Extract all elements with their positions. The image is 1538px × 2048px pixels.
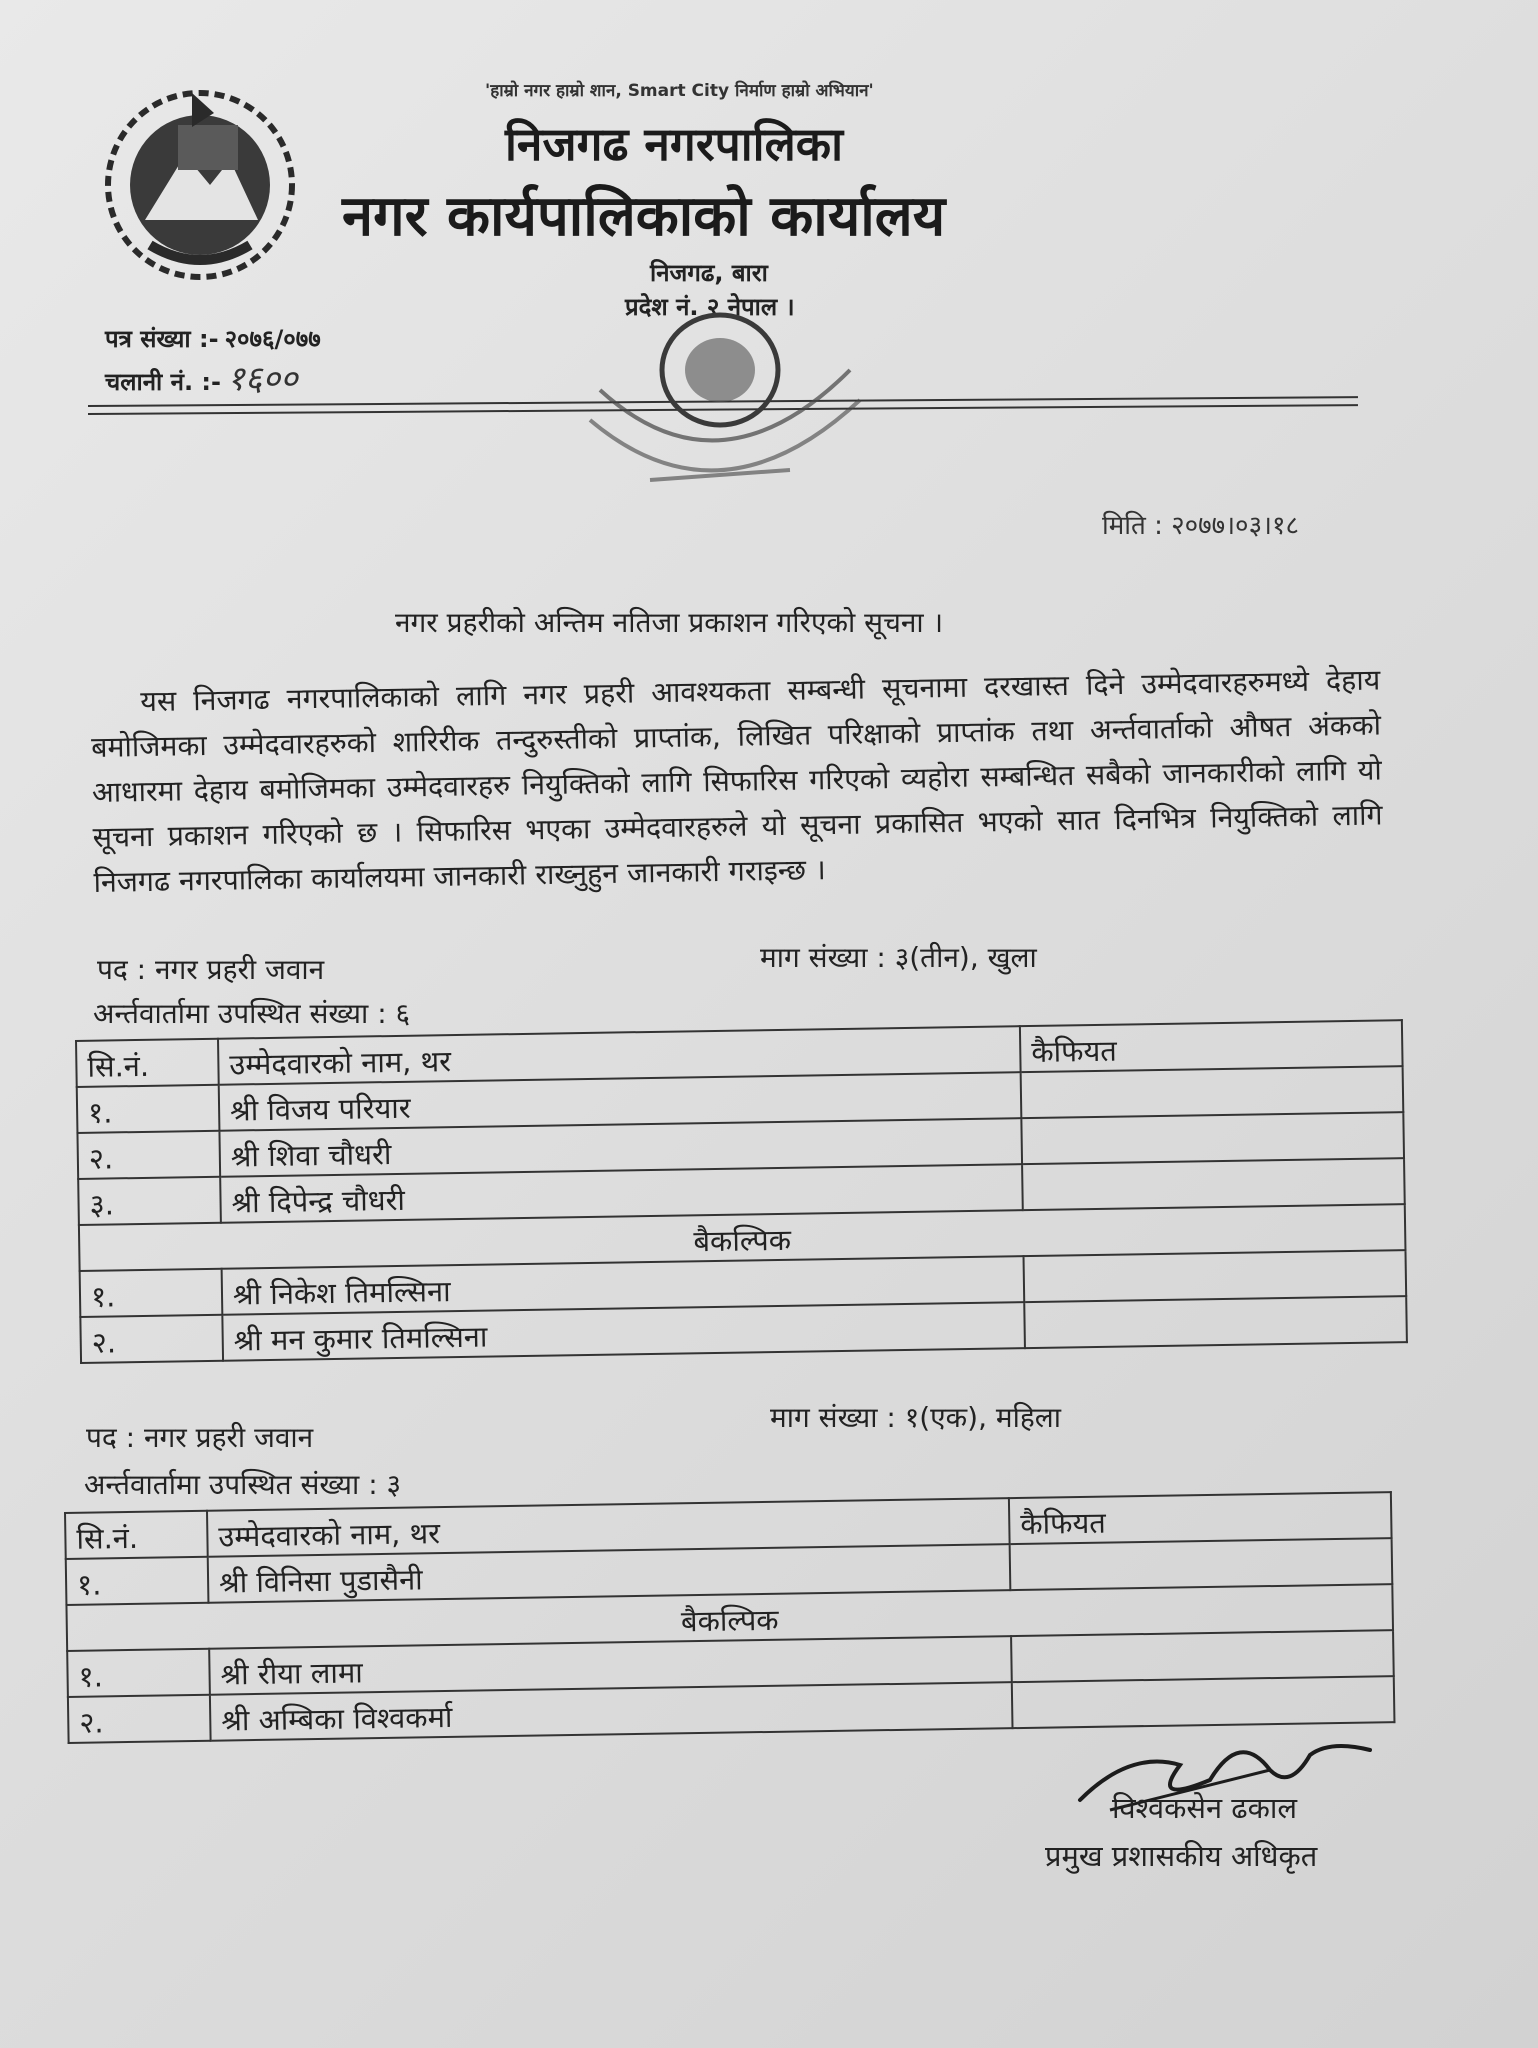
row-name: श्री शिवा चौधरी <box>219 1118 1022 1177</box>
alternate-label: बैकल्पिक <box>66 1584 1393 1651</box>
municipality-name: निजगढ नगरपालिका <box>505 117 844 171</box>
row-serial: १. <box>67 1649 210 1697</box>
row-remarks <box>1024 1296 1407 1348</box>
section-2-demand: माग संख्या : १(एक), महिला <box>770 1401 1061 1434</box>
office-stamp-icon <box>570 300 880 540</box>
dispatch-number <box>105 354 298 400</box>
row-name: श्री दिपेन्द्र चौधरी <box>220 1164 1023 1223</box>
header-remarks: कैफियत <box>1020 1020 1403 1072</box>
letter-number-label: पत्र संख्या :- <box>105 325 219 353</box>
notice-body: यस निजगढ नगरपालिकाको लागि नगर प्रहरी आवश्यकता सम्बन्धी सूचनामा दरखास्त दिने उम्मेदवारहरुमध्ये देहाय बमोजिमका उम्मेदवारहरुको शारिरीक तन्दुरुस्तीको प्राप्तांक, लिखित परिक्षाको प्राप्तांक तथा अर्न्तवार्ताको औषत अंकको आधारमा देहाय बमोजिमका उम्मेदवारहरु नियुक्तिको लागि सिफारिस गरिएको व्यहोरा सम्बन्धित सबैको जानकारीको लागि यो सूचना प्रकाशन गरिएको छ । सिफारिस भएका उम्मेदवारहरुले यो सूचना प्रकासित भएको सात दिनभित्र नियुक्तिको लागि निजगढ नगरपालिका कार्यालयमा जानकारी राख्नुहुन जानकारी गराइन्छ । <box>90 663 1383 899</box>
issue-date: मिति : २०७७।०३।१८ <box>1102 511 1299 541</box>
slogan: 'हाम्रो नगर हाम्रो शान, Smart City निर्माण हाम्रो अभियान' <box>485 81 874 101</box>
section-2-table <box>64 1491 1395 1744</box>
office-name: नगर कार्यपालिकाको कार्यालय <box>342 184 946 249</box>
row-serial: १. <box>66 1557 209 1605</box>
section-1-post: पद : नगर प्रहरी जवान <box>97 953 325 986</box>
row-remarks <box>1021 1066 1404 1118</box>
row-name: श्री रीया लामा <box>209 1636 1012 1695</box>
row-name: श्री विनिसा पुडासैनी <box>208 1544 1011 1603</box>
section-1-present-count: अर्न्तवार्तामा उपस्थित संख्या : ६ <box>93 997 411 1030</box>
address-line-2: प्रदेश नं. २ नेपाल । <box>625 293 795 321</box>
section-2-post: पद : नगर प्रहरी जवान <box>86 1421 314 1454</box>
signatory-designation: प्रमुख प्रशासकीय अधिकृत <box>1045 1839 1318 1873</box>
header-name: उम्मेदवारको नाम, थर <box>218 1026 1021 1085</box>
row-name: श्री अम्बिका विश्वकर्मा <box>210 1682 1013 1741</box>
row-serial: २. <box>80 1315 223 1363</box>
row-serial: १. <box>77 1085 220 1133</box>
section-2-present-count: अर्न्तवार्तामा उपस्थित संख्या : ३ <box>84 1468 402 1501</box>
alternate-label: बैकल्पिक <box>79 1204 1406 1271</box>
row-remarks <box>1022 1158 1405 1210</box>
letter-number <box>105 322 321 355</box>
notice-subject: नगर प्रहरीको अन्तिम नतिजा प्रकाशन गरिएको सूचना । <box>395 606 944 639</box>
row-remarks <box>1021 1112 1404 1164</box>
letter-number-value: २०७६/०७७ <box>224 325 321 353</box>
header-serial: सि.नं. <box>65 1511 208 1559</box>
section-1-demand: माग संख्या : ३(तीन), खुला <box>760 941 1037 974</box>
header-name: उम्मेदवारको नाम, थर <box>207 1498 1010 1557</box>
row-name: श्री मन कुमार तिमल्सिना <box>222 1302 1025 1361</box>
header-serial: सि.नं. <box>76 1039 219 1087</box>
row-serial: १. <box>80 1269 223 1317</box>
section-1-table <box>75 1019 1408 1364</box>
nepal-emblem-icon <box>90 85 310 285</box>
dispatch-number-value: १६०० <box>226 359 298 399</box>
row-remarks <box>1024 1250 1407 1302</box>
row-name: श्री निकेश तिमल्सिना <box>222 1256 1025 1315</box>
row-serial: ३. <box>78 1177 221 1225</box>
signatory-name: विश्वकसेन ढकाल <box>1112 1791 1298 1825</box>
row-serial: २. <box>77 1131 220 1179</box>
row-remarks <box>1010 1538 1393 1590</box>
row-serial: २. <box>68 1695 211 1743</box>
header-remarks: कैफियत <box>1009 1492 1392 1544</box>
row-name: श्री विजय परियार <box>219 1072 1022 1131</box>
row-remarks <box>1011 1630 1394 1682</box>
address-line-1: निजगढ, बारा <box>650 259 768 287</box>
dispatch-number-label: चलानी नं. :- <box>105 368 221 396</box>
